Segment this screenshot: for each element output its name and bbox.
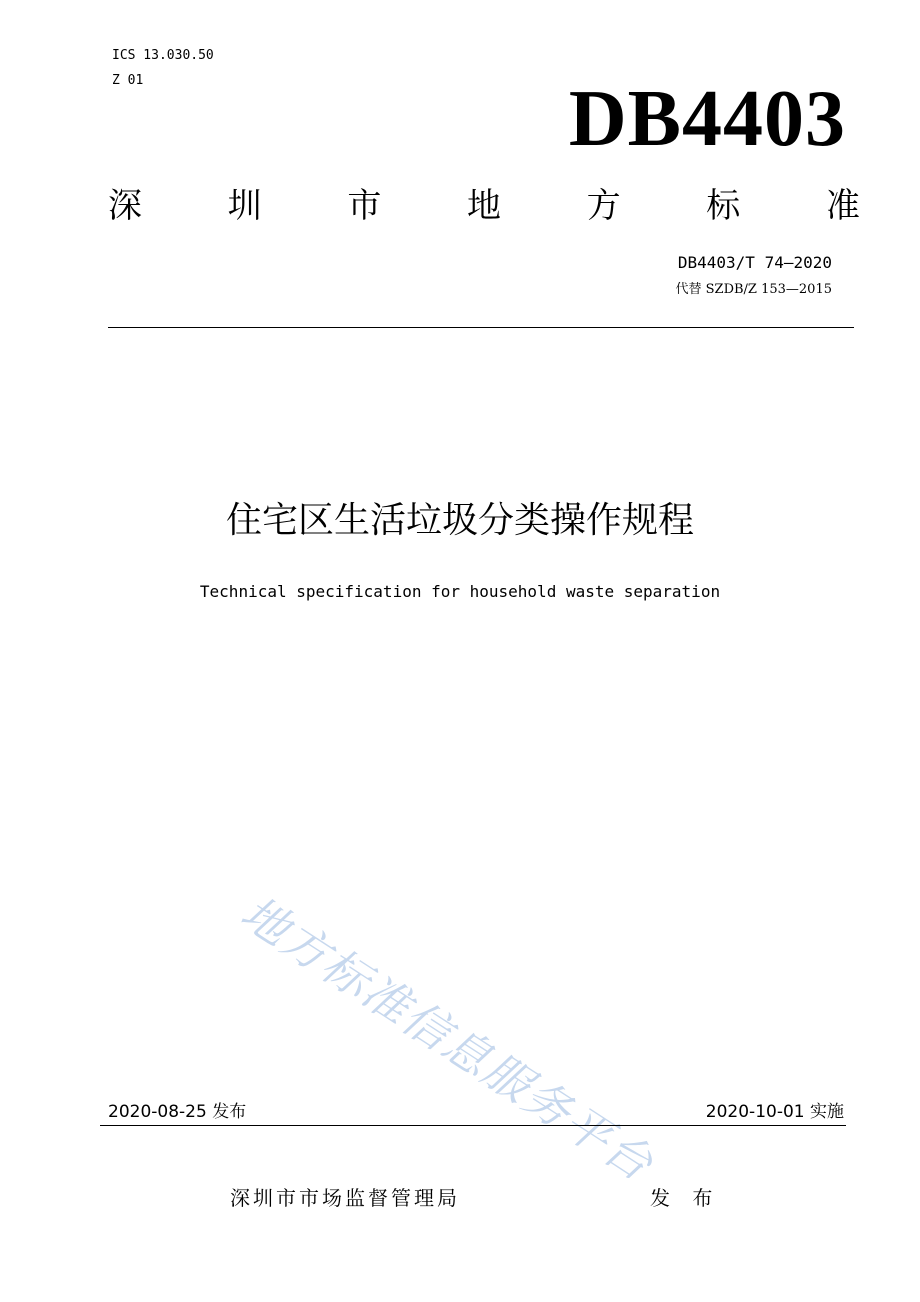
standard-type-heading xyxy=(108,178,860,226)
header-divider xyxy=(108,327,854,328)
publish-date: 2020-08-25 发布 xyxy=(108,1102,247,1122)
document-title-chinese: 住宅区生活垃圾分类操作规程 xyxy=(225,500,694,541)
standard-type-char: 地 xyxy=(466,185,501,226)
standard-type-char: 深 xyxy=(108,185,142,226)
issuing-authority: 深圳市市场监督管理局 xyxy=(230,1186,460,1210)
standard-type-char: 标 xyxy=(706,185,741,226)
standard-number: DB4403/T 74—2020 xyxy=(677,253,832,272)
document-title-english: Technical specification for household waste separation xyxy=(199,582,721,601)
replaces-standard: 代替 SZDB/Z 153—2015 xyxy=(675,282,832,297)
standard-code-logo: DB4403 xyxy=(568,75,846,163)
issue-label: 发 布 xyxy=(650,1186,721,1210)
standard-type-char: 准 xyxy=(825,185,860,226)
footer-divider xyxy=(100,1125,846,1126)
standard-type-char: 圳 xyxy=(227,185,262,226)
standard-type-char: 市 xyxy=(347,185,382,226)
watermark: 地方标准信息服务平台 xyxy=(231,885,664,1192)
implementation-date: 2020-10-01 实施 xyxy=(705,1102,844,1122)
ccs-code: Z 01 xyxy=(112,73,144,88)
ics-code: ICS 13.030.50 xyxy=(112,48,214,63)
standard-type-char: 方 xyxy=(586,185,621,226)
